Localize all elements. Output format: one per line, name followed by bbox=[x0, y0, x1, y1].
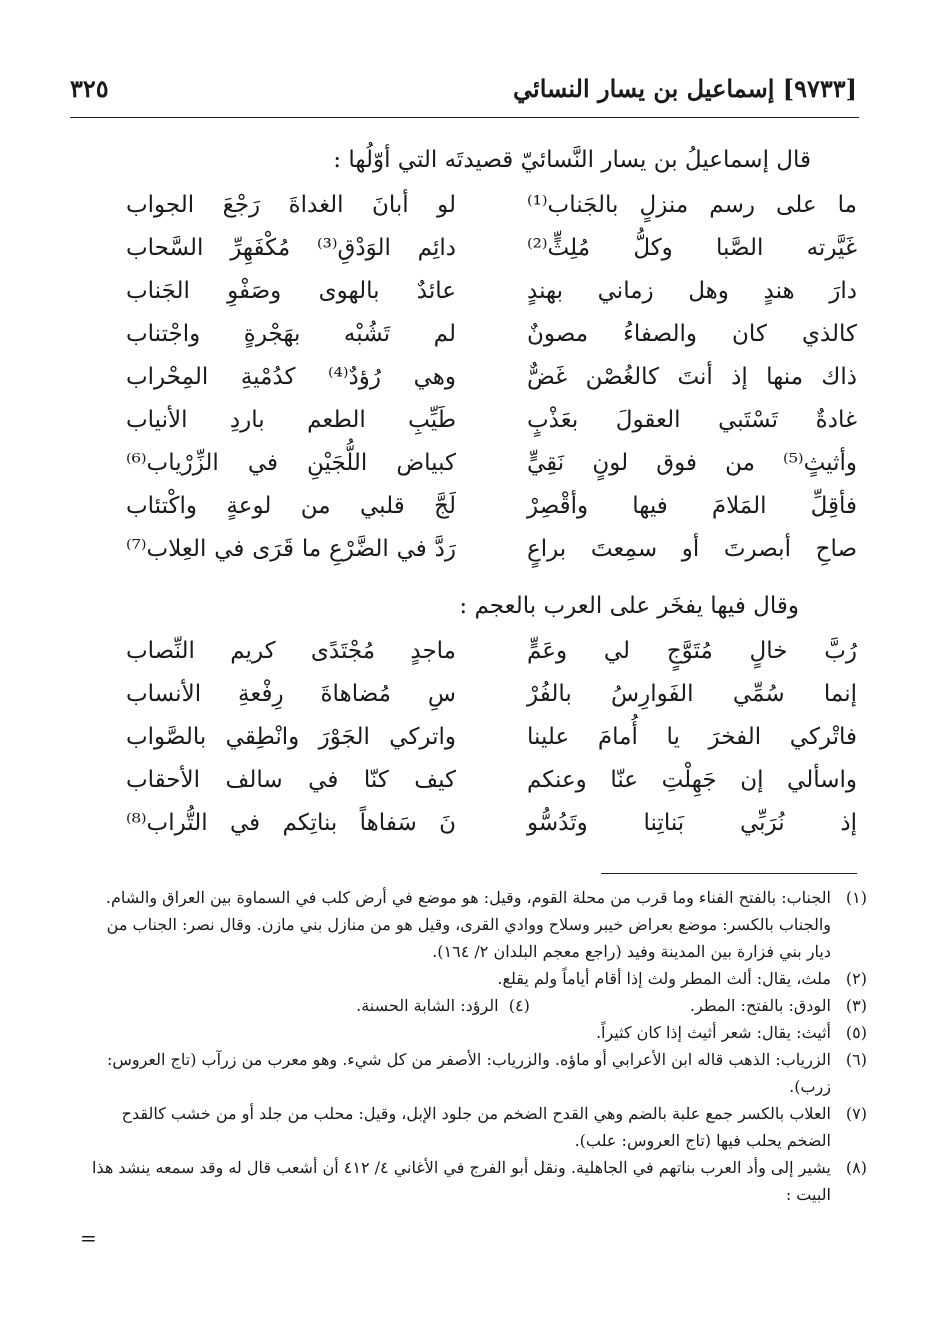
verse-line bbox=[126, 724, 857, 767]
verse-second-hemistich: عائدٌ بالهوى وصَفْوِ الجَناب bbox=[126, 278, 456, 304]
footnote-text: ملث، يقال: ألث المطر ولث إذا أقام أياماً ولم يقلع. bbox=[497, 969, 831, 988]
verse-first-hemistich: دارَ هندٍ وهل زماني بهندٍ bbox=[527, 278, 857, 304]
verse-line bbox=[126, 638, 857, 681]
footnote-text: العلاب بالكسر جمع علبة بالضم وهي القدح الضخم من جلود الإبل، وقيل: محلب من جلد أو من خشب كالقدح الضخم يحلب فيها (تاج العروس: علب). bbox=[121, 1104, 831, 1150]
verse-second-hemistich: دائِم الوَدْقِ⁽³⁾ مُكْفَهِرِّ السَّحاب bbox=[126, 235, 456, 261]
footnote bbox=[80, 1046, 867, 1100]
verse-second-hemistich: رَدَّ في الضَّرْعِ ما قَرَى في العِلاب⁽⁷⁾ bbox=[126, 536, 456, 562]
footnote-text: الجناب: بالفتح الفناء وما قرب من محلة القوم، وقيل: هو موضع في أرض كلب في السماوة بين العراق والشام. والجناب بالكسر: موضع بعراض خيبر وسلاح ووادي القرى، وقيل هو من منازل بني مازن. وقال نصر: الجناب من ديار بني فزارة بين المدينة وفيد (راجع معجم البلدان ٢/ ١٦٤). bbox=[105, 888, 831, 961]
verse-second-hemistich: لم تَشُبْه بهَجْرةٍ واجْتناب bbox=[126, 321, 456, 347]
verse-second-hemistich: سِ مُضاهاةَ رِفْعةِ الأنساب bbox=[126, 681, 456, 707]
footnote-text: الرؤد: الشابة الحسنة. bbox=[356, 996, 499, 1015]
page-title: [٩٧٣٣] إسماعيل بن يسار النسائي bbox=[513, 74, 857, 103]
verse-second-hemistich: كيف كنّا في سالف الأحقاب bbox=[126, 767, 456, 793]
footnote bbox=[80, 992, 867, 1019]
footnote bbox=[80, 884, 867, 965]
footnote-text: يشير إلى وأد العرب بناتهم في الجاهلية. ونقل أبو الفرج في الأغاني ٤/ ٤١٢ أن أشعب قال له وقد سمعه ينشد هذا البيت : bbox=[92, 1158, 831, 1204]
poem-2 bbox=[126, 638, 857, 853]
footnote-number: (٦) bbox=[845, 1050, 867, 1069]
footnote bbox=[80, 1100, 867, 1154]
verse-second-hemistich: نَ سَفاهاً بناتِكم في التُّراب⁽⁸⁾ bbox=[126, 810, 456, 836]
verse-first-hemistich: غَيَّرته الصَّبا وكلُّ مُلِثٍّ⁽²⁾ bbox=[527, 235, 857, 261]
verse-second-hemistich: ماجدٍ مُجْتَدًى كريم النِّصاب bbox=[126, 638, 456, 664]
verse-first-hemistich: واسألي إن جَهِلْتِ عنّا وعنكم bbox=[527, 767, 857, 793]
running-header bbox=[70, 74, 857, 114]
verse-line bbox=[126, 767, 857, 810]
page-number: ٣٢٥ bbox=[70, 74, 109, 103]
footnotes bbox=[80, 884, 867, 1208]
footnote-text: الزرياب: الذهب قاله ابن الأعرابي أو ماؤه. والزرياب: الأصفر من كل شيء. وهو معرب من زرآب (تاج العروس: زرب). bbox=[106, 1050, 831, 1096]
verse-first-hemistich: ذاك منها إذ أنتَ كالغُصْن غَضٌّ bbox=[527, 364, 857, 390]
verse-second-hemistich: وهي رُؤدٌ⁽⁴⁾ كدُمْيةِ المِحْراب bbox=[126, 364, 456, 390]
footnote-text: الودق: بالفتح: المطر. bbox=[689, 996, 831, 1015]
footnote-text: أثيث: يقال: شعر أثيث إذا كان كثيراً. bbox=[595, 1023, 831, 1042]
verse-first-hemistich: فاتْركي الفخرَ يا أُمامَ علينا bbox=[527, 724, 857, 750]
verse-line bbox=[126, 407, 857, 450]
verse-first-hemistich: إذ نُرَبِّي بَناتِنا وتَدُسُّو bbox=[527, 810, 857, 836]
verse-first-hemistich: وأثيثٍ⁽⁵⁾ من فوق لونٍ نَقِيٍّ bbox=[527, 450, 857, 476]
verse-first-hemistich: فأقِلِّ المَلامَ فيها وأقْصِرْ bbox=[527, 493, 857, 519]
verse-first-hemistich: كالذي كان والصفاءُ مصونٌ bbox=[527, 321, 857, 347]
verse-line bbox=[126, 681, 857, 724]
verse-first-hemistich: صاحِ أبصرتَ أو سمِعتَ براعٍ bbox=[527, 536, 857, 562]
verse-line bbox=[126, 364, 857, 407]
verse-second-hemistich: لَجَّ قلبي من لوعةٍ واكْتئاب bbox=[126, 493, 456, 519]
verse-second-hemistich: واتركي الجَوْرَ وانْطِقي بالصَّواب bbox=[126, 724, 456, 750]
verse-first-hemistich: غادةٌ تَسْتَبي العقولَ بعَذْبٍ bbox=[527, 407, 857, 433]
header-divider bbox=[70, 117, 859, 118]
verse-first-hemistich: رُبَّ خالٍ مُتَوَّجٍ لي وعَمٍّ bbox=[527, 638, 857, 664]
footnote-number: (٣) bbox=[845, 996, 867, 1015]
footnote bbox=[80, 1019, 867, 1046]
intro-line-1: قال إسماعيلُ بن يسار النَّسائيّ قصيدتَه التي أوّلُها : bbox=[333, 147, 811, 173]
footnote-number: (٥) bbox=[845, 1023, 867, 1042]
verse-line bbox=[126, 321, 857, 364]
footnote-number: (٧) bbox=[845, 1104, 867, 1123]
intro-line-2: وقال فيها يفخَر على العرب بالعجم : bbox=[459, 593, 799, 619]
verse-line bbox=[126, 493, 857, 536]
verse-line bbox=[126, 278, 857, 321]
footnote-number: (١) bbox=[845, 888, 867, 907]
continuation-mark: = bbox=[80, 1226, 97, 1250]
verse-line bbox=[126, 192, 857, 235]
footnote-divider bbox=[601, 873, 857, 874]
footnote-number: (٨) bbox=[845, 1158, 867, 1177]
verse-line bbox=[126, 235, 857, 278]
poem-1 bbox=[126, 192, 857, 579]
footnote-number: (٢) bbox=[845, 969, 867, 988]
footnote bbox=[80, 965, 867, 992]
verse-first-hemistich: ما على رسم منزلٍ بالجَناب⁽¹⁾ bbox=[527, 192, 857, 218]
verse-line bbox=[126, 536, 857, 579]
verse-second-hemistich: كبياض اللُّجَيْنِ في الزِّرْياب⁽⁶⁾ bbox=[126, 450, 456, 476]
verse-line bbox=[126, 450, 857, 493]
verse-second-hemistich: لو أبانَ الغداةَ رَجْعَ الجواب bbox=[126, 192, 456, 218]
footnote-number: (٤) bbox=[508, 996, 530, 1015]
footnote bbox=[80, 1154, 867, 1208]
verse-line bbox=[126, 810, 857, 853]
verse-first-hemistich: إنما سُمِّي الفَوارِسُ بالفُرْ bbox=[527, 681, 857, 707]
verse-second-hemistich: طَيِّبِ الطعم باردِ الأنياب bbox=[126, 407, 456, 433]
